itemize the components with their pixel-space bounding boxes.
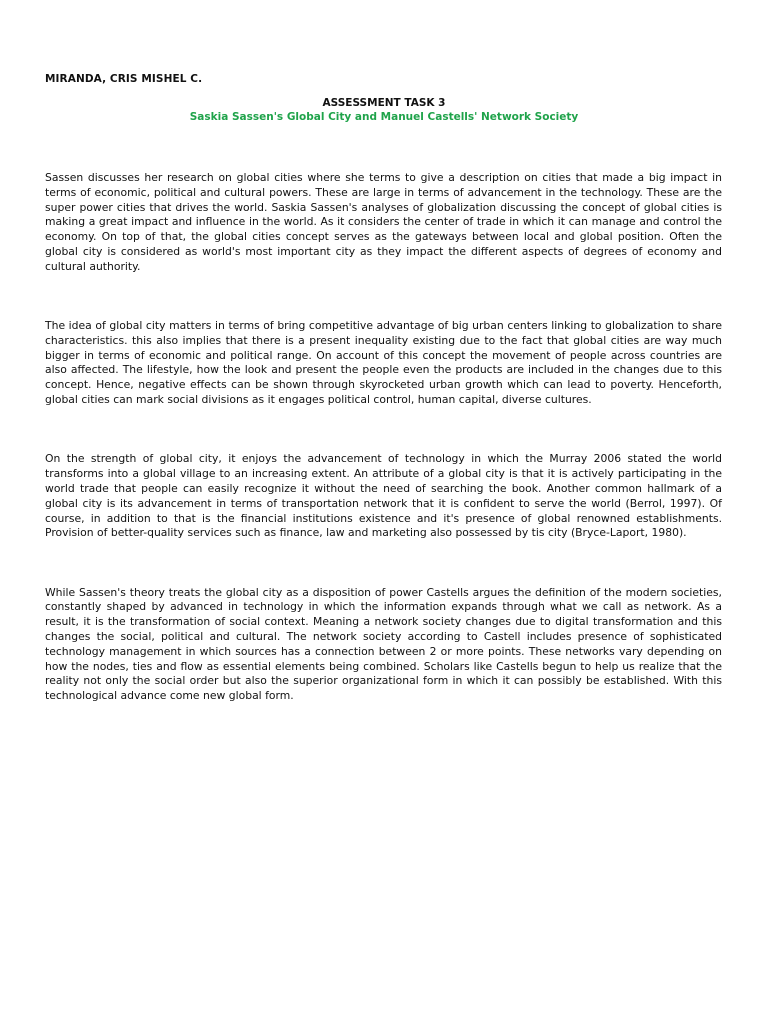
essay-body (45, 171, 722, 749)
assessment-title: ASSESSMENT TASK 3 (322, 97, 446, 109)
essay-subtitle: Saskia Sassen's Global City and Manuel Castells' Network Society (189, 111, 579, 123)
paragraph-4: While Sassen's theory treats the global city as a disposition of power Castells argues the definition of the modern societies, constantly shaped by advanced in technology in which the information expands through what we call as network. As a result, it is the transformation of social context. Meaning a network society changes due to digital transformation and this changes the social, political and cultural. The network society according to Castell includes presence of sophisticated technology management in which sources has a connection between 2 or more points. These networks vary depending on how the nodes, ties and flow as essential elements being combined. Scholars like Castells begun to help us realize that the reality not only the social order but also the superior organizational form in which it can possibly be established. With this technological advance come new global form. (45, 585, 722, 703)
paragraph-3: On the strength of global city, it enjoys the advancement of technology in which the Murray 2006 stated the world transforms into a global village to an increasing extent. An attribute of a global city is that it is actively participating in the world trade that people can easily recognize it without the need of searching the book. Another common hallmark of a global city is its advancement in terms of transportation network that it is confident to serve the world (Berrol, 1997). Of course, in addition to that is the financial institutions existence and it's presence of global renowned establishments. Provision of better-quality services such as finance, law and marketing also possessed by tis city (Bryce-Laport, 1980). (45, 452, 722, 540)
paragraph-1: Sassen discusses her research on global cities where she terms to give a description on cities that made a big impact in terms of economic, political and cultural powers. These are large in terms of advancement in the technology. These are the super power cities that drives the world. Saskia Sassen's analyses of globalization discussing the concept of global cities is making a great impact and influence in the world. As it considers the center of trade in which it can manage and control the economy. On top of that, the global cities concept serves as the gateways between local and global position. Often the global city is considered as world's most important city as they impact the different aspects of degrees of economy and cultural authority. (45, 171, 722, 273)
author-name: MIRANDA, CRIS MISHEL C. (45, 73, 203, 85)
paragraph-2: The idea of global city matters in terms of bring competitive advantage of big urban centers linking to globalization to share characteristics. this also implies that there is a present inequality existing due to the fact that global cities are way much bigger in terms of economic and political range. On account of this concept the movement of people across countries are also affected. The lifestyle, how the look and present the people even the products are included in the changes due to this concept. Hence, negative effects can be shown through skyrocketed urban growth which can lead to poverty. Henceforth, global cities can mark social divisions as it engages political control, human capital, diverse cultures. (45, 319, 722, 407)
